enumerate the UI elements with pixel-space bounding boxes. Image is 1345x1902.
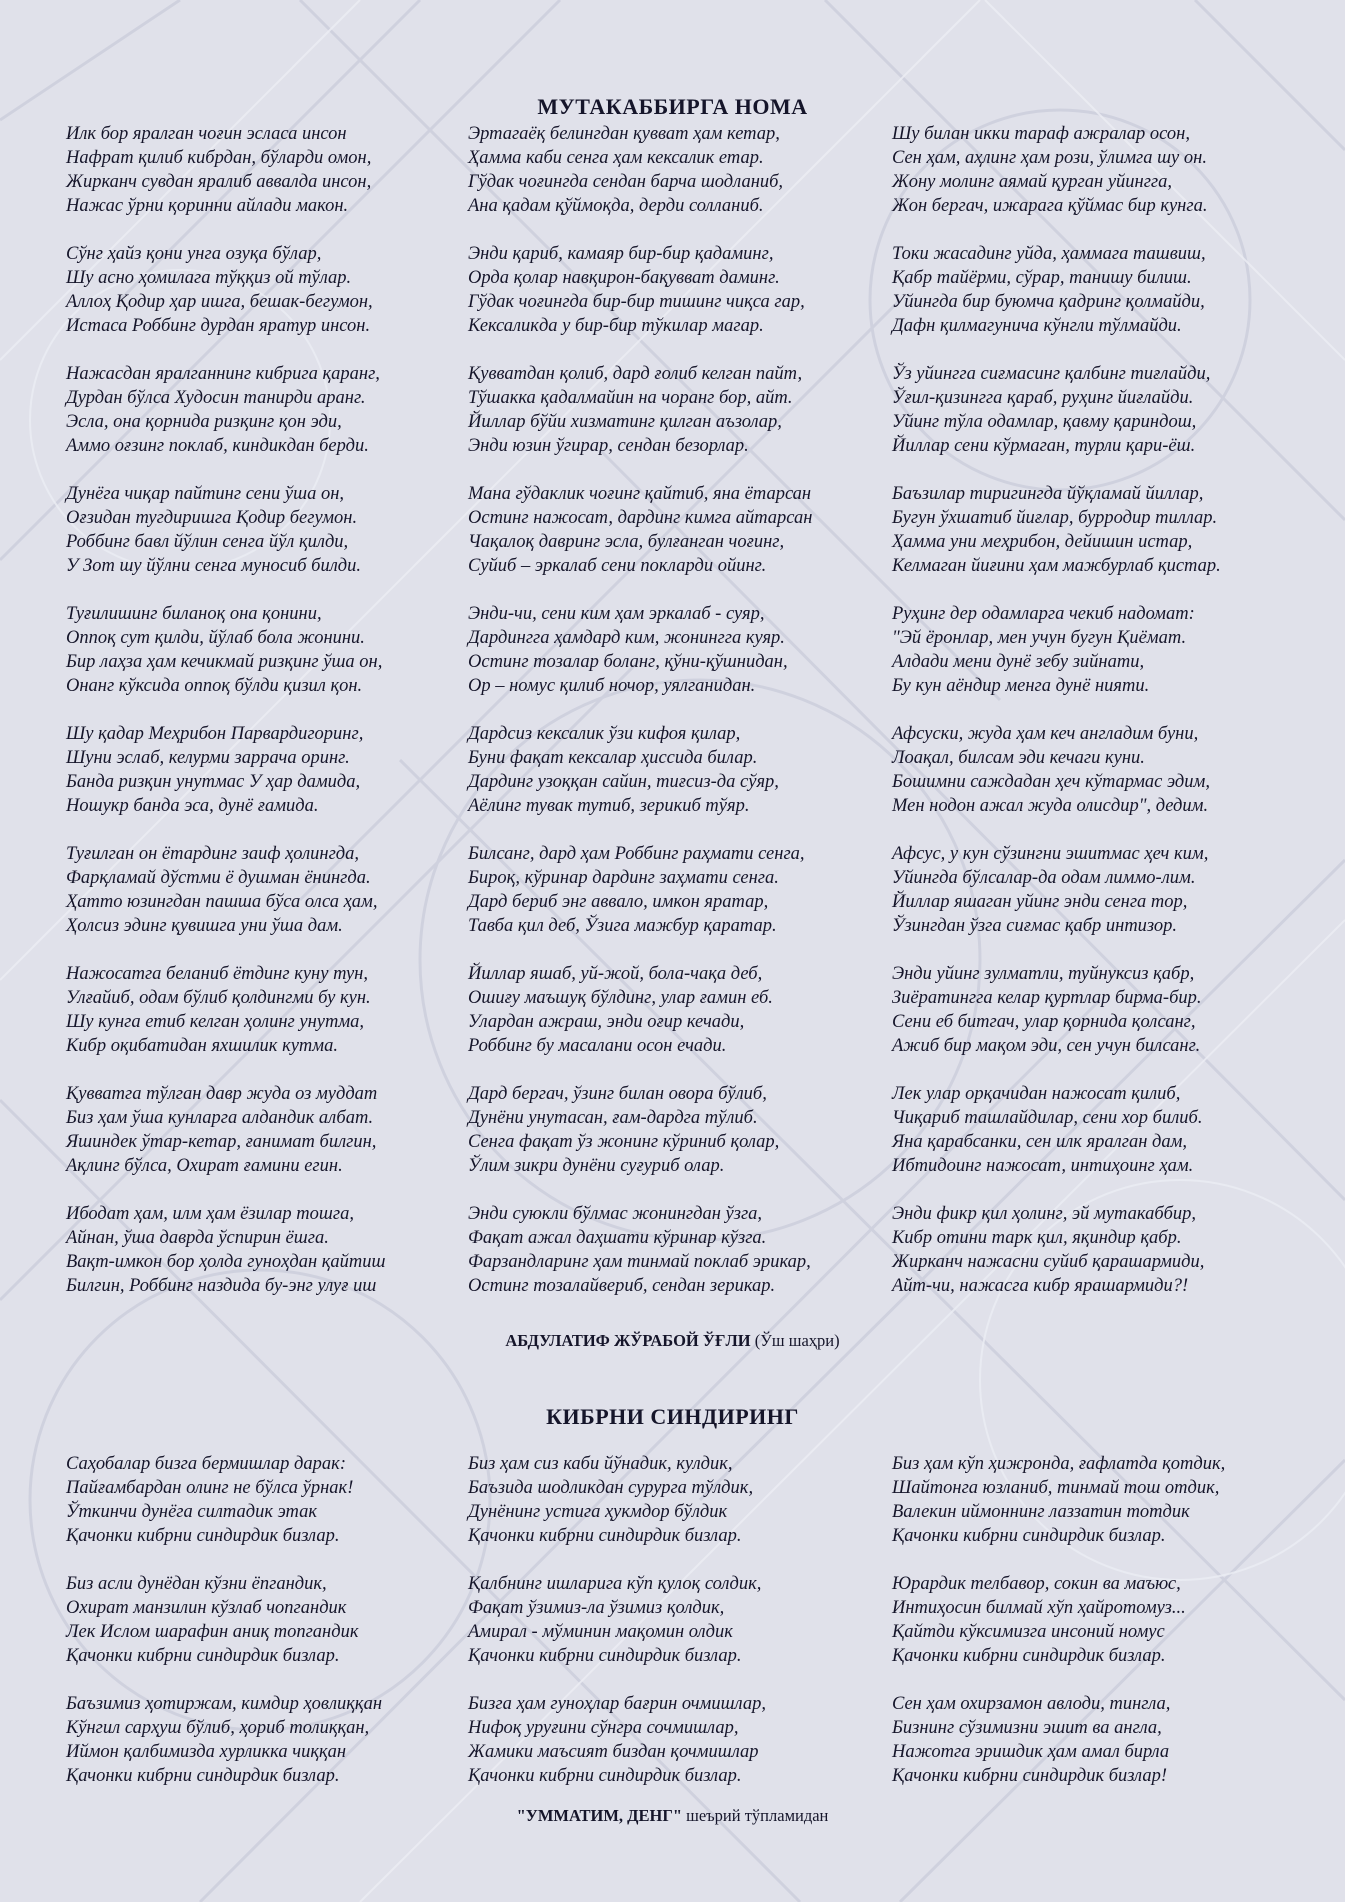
stanza: [892, 1202, 1312, 1298]
poem-line: Қачонки кибрни синдирдик бизлар.: [468, 1766, 742, 1786]
poem-line: Лек Ислом шарафин аниқ топгандик: [66, 1622, 359, 1642]
poem-line: Қачонки кибрни синдирдик бизлар.: [66, 1526, 340, 1546]
stanza: [66, 1692, 468, 1788]
poem-line: Қувватга тўлган давр жуда оз муддат: [66, 1084, 378, 1104]
stanza: [892, 722, 1312, 818]
stanza: [892, 842, 1312, 938]
poem-line: Нажасдан яралганнинг кибрига қаранг,: [66, 364, 380, 384]
poem-line: Онанг кўксида оппоқ бўлди қизил қон.: [66, 676, 363, 696]
poem-line: Амирал - мўминин мақомин олдик: [468, 1622, 733, 1642]
poem-line: Фақат ажал даҳшати кўринар кўзга.: [468, 1228, 767, 1248]
poem-line: Остинг нажосат, дардинг кимга айтарсан: [468, 508, 813, 528]
poem-line: Оппоқ сут қилди, йўлаб бола жонини.: [66, 628, 365, 648]
poem-line: Айт-чи, нажасга кибр ярашармиди?!: [892, 1276, 1189, 1296]
stanza: [66, 242, 468, 338]
poem-line: Пайғамбардан олинг не бўлса ўрнак!: [66, 1478, 354, 1498]
poem-line: Гўдак чоғингда сендан барча шодланиб,: [468, 172, 784, 192]
stanza: [468, 242, 892, 338]
stanza: [66, 842, 468, 938]
poem-line: Жон бергач, ижарага қўймас бир кунга.: [892, 196, 1208, 216]
poem-line: Ҳатто юзингдан пашша бўса олса ҳам,: [66, 892, 378, 912]
stanza: [892, 962, 1312, 1058]
poem-line: Йиллар яшаган уйинг энди сенга тор,: [892, 892, 1188, 912]
stanza: [468, 1082, 892, 1178]
stanza: [892, 482, 1312, 578]
poem-line: Ақлинг бўлса, Охират ғамини егин.: [66, 1156, 343, 1176]
stanza: [892, 122, 1312, 218]
poem-line: Қачонки кибрни синдирдик бизлар.: [892, 1646, 1166, 1666]
poem-line: Эсла, она қорнида ризқинг қон эди,: [66, 412, 342, 432]
poem-line: Йиллар яшаб, уй-жой, бола-чақа деб,: [468, 964, 763, 984]
poem-line: Тўшакка қадалмайин на чоранг бор, айт.: [468, 388, 793, 408]
poem-line: Баъзида шодликдан сурурга тўлдик,: [468, 1478, 754, 1498]
poem-line: Дардинг узоққан сайин, тиғсиз-да сўяр,: [468, 772, 779, 792]
poem-line: Ўткинчи дунёга силтадик этак: [66, 1502, 318, 1522]
poem-line: Кибр отини тарк қил, яқиндир қабр.: [892, 1228, 1182, 1248]
poem-line: Қабр тайёрми, сўрар, танишу билиш.: [892, 268, 1192, 288]
poem-line: Чақалоқ давринг эсла, булғанган чоғинг,: [468, 532, 785, 552]
poem-line: Илк бор яралган чоғин эсласа инсон: [66, 124, 347, 144]
poem-line: Буни фақат кексалар ҳиссида билар.: [468, 748, 758, 768]
poem-line: Бошимни саждадан ҳеч кўтармас эдим,: [892, 772, 1210, 792]
poem-line: Баъзимиз ҳотиржам, кимдир ҳовлиққан: [66, 1694, 382, 1714]
poem-line: Йиллар бўйи хизматинг қилган аъзолар,: [468, 412, 782, 432]
poem-line: Гўдак чоғингда бир-бир тишинг чиқса гар,: [468, 292, 805, 312]
poem-line: Ҳамма каби сенга ҳам кексалик етар.: [468, 148, 764, 168]
poem-line: Фарзандларинг ҳам тинмай поклаб эрикар,: [468, 1252, 811, 1272]
poem-line: Руҳинг дер одамларга чекиб надомат:: [892, 604, 1195, 624]
poem-line: Бугун ўхшатиб йиғлар, бурродир тиллар.: [892, 508, 1218, 528]
poem-line: Нажас ўрни қоринни айлади макон.: [66, 196, 349, 216]
poem-line: Ибтидоинг нажосат, интиҳоинг ҳам.: [892, 1156, 1194, 1176]
poem-line: Ажиб бир мақом эди, сен учун билсанг.: [892, 1036, 1201, 1056]
poem-line: Кексаликда у бир-бир тўкилар магар.: [468, 316, 764, 336]
poem-line: Бироқ, кўринар дардинг заҳмати сенга.: [468, 868, 779, 888]
poem-line: Аммо оғзинг поклаб, киндикдан берди.: [66, 436, 369, 456]
poem-line: Жону молинг аямай қурган уйингга,: [892, 172, 1173, 192]
poem-line: Чиқариб ташлайдилар, сени хор билиб.: [892, 1108, 1203, 1128]
poem-line: Сени еб битгач, улар қорнида қолсанг,: [892, 1012, 1196, 1032]
poem-line: Дунёга чиқар пайтинг сени ўша он,: [66, 484, 345, 504]
poem-line: Кўнгил сарҳуш бўлиб, ҳориб толиққан,: [66, 1718, 370, 1738]
stanza: [892, 1692, 1312, 1788]
stanza: [892, 1572, 1312, 1668]
stanza: [892, 1082, 1312, 1178]
poem-line: Сенга фақат ўз жонинг кўриниб қолар,: [468, 1132, 780, 1152]
poem-line: Роббинг бавл йўлин сенга йўл қилди,: [66, 532, 349, 552]
poem-line: Дард бергач, ўзинг билан овора бўлиб,: [468, 1084, 767, 1104]
poem-line: Дунёни унутасан, ғам-дардга тўлиб.: [468, 1108, 758, 1128]
poem-line: Энди юзин ўгирар, сендан безорлар.: [468, 436, 749, 456]
stanza: [66, 962, 468, 1058]
poem-line: Жирканч нажасни суйиб қарашармиди,: [892, 1252, 1205, 1272]
stanza: [66, 722, 468, 818]
poem-line: Ўлим зикри дунёни суғуриб олар.: [468, 1156, 725, 1176]
poem-line: Билсанг, дард ҳам Роббинг раҳмати сенга,: [468, 844, 805, 864]
poem2-source: [0, 1806, 1345, 1826]
poem1-column-1: [66, 122, 468, 1322]
poem-line: Алдади мени дунё зебу зийнати,: [892, 652, 1145, 672]
poem-line: Биз ҳам ўша кунларга алдандик албат.: [66, 1108, 374, 1128]
poem-line: Афсус, у кун сўзингни эшитмас ҳеч ким,: [892, 844, 1209, 864]
poem-line: Сен ҳам, аҳлинг ҳам рози, ўлимга шу он.: [892, 148, 1207, 168]
poem-line: Дунёнинг устига ҳукмдор бўлдик: [468, 1502, 728, 1522]
poem-line: Ошиғу маъшуқ бўлдинг, улар ғамин еб.: [468, 988, 773, 1008]
poem-line: Шайтонга юзланиб, тинмай тош отдик,: [892, 1478, 1220, 1498]
poem-line: Сўнг ҳайз қони унга озуқа бўлар,: [66, 244, 322, 264]
poem-line: Энди суюкли бўлмас жонингдан ўзга,: [468, 1204, 763, 1224]
poem-line: Остинг тозалайвериб, сендан зерикар.: [468, 1276, 776, 1296]
poem-line: Нафрат қилиб кибрдан, бўларди омон,: [66, 148, 372, 168]
stanza: [468, 122, 892, 218]
stanza: [66, 1572, 468, 1668]
stanza: [468, 842, 892, 938]
poem-line: Уйинг тўла одамлар, қавму қариндош,: [892, 412, 1197, 432]
poem-line: Юрардик телбавор, сокин ва маъюс,: [892, 1574, 1181, 1594]
poem-line: Мен нодон ажал жуда олисдир", дедим.: [892, 796, 1209, 816]
poem-line: Айнан, ўша даврда ўспирин ёшга.: [66, 1228, 329, 1248]
poem-line: Дафн қилмагунича кўнгли тўлмайди.: [892, 316, 1182, 336]
poem-line: Ўз уйингга сиғмасинг қалбинг тиғлайди,: [892, 364, 1211, 384]
poem-line: Ҳамма уни меҳрибон, дейишин истар,: [892, 532, 1193, 552]
poem2-column-1: [66, 1452, 468, 1812]
poem-line: Лек улар орқачидан нажосат қилиб,: [892, 1084, 1181, 1104]
poem-line: Зиёратингга келар қуртлар бирма-бир.: [892, 988, 1202, 1008]
poem-line: Энди фикр қил ҳолинг, эй мутакаббир,: [892, 1204, 1197, 1224]
poem-line: Суйиб – эркалаб сени покларди ойинг.: [468, 556, 767, 576]
poem2-columns: [66, 1452, 1312, 1812]
poem-line: Баъзилар тиригингда йўқламай йиллар,: [892, 484, 1204, 504]
poem-line: Остинг тозалар боланг, қўни-қўшнидан,: [468, 652, 788, 672]
poem-line: Лоақал, билсам эди кечаги куни.: [892, 748, 1145, 768]
stanza: [468, 362, 892, 458]
poem-line: Орда қолар навқирон-бақувват даминг.: [468, 268, 780, 288]
poem-line: Эртагаёқ белингдан қувват ҳам кетар,: [468, 124, 780, 144]
poem-line: Бизга ҳам гуноҳлар бағрин очмишлар,: [468, 1694, 766, 1714]
poem-line: Қувватдан қолиб, дард ғолиб келган пайт,: [468, 364, 803, 384]
poem-line: Бир лаҳза ҳам кечикмай ризқинг ўша он,: [66, 652, 383, 672]
stanza: [468, 1572, 892, 1668]
poem-line: Фақат ўзимиз-ла ўзимиз қолдик,: [468, 1598, 725, 1618]
poem1-columns: [66, 122, 1312, 1322]
source-name: "УММАТИМ, ДЕНГ": [516, 1806, 682, 1825]
stanza: [66, 1082, 468, 1178]
stanza: [892, 242, 1312, 338]
poem-line: Ношукр банда эса, дунё ғамида.: [66, 796, 319, 816]
author-place: (Ўш шаҳри): [754, 1331, 840, 1350]
stanza: [66, 1202, 468, 1298]
poem2-column-3: [892, 1452, 1312, 1812]
stanza: [66, 1452, 468, 1548]
poem-line: Билгин, Роббинг наздида бу-энг улуғ иш: [66, 1276, 377, 1296]
poem-line: Жирканч сувдан яралиб аввалда инсон,: [66, 172, 372, 192]
stanza: [892, 602, 1312, 698]
poem-line: Аллоҳ Қодир ҳар ишга, бешак-бегумон,: [66, 292, 373, 312]
poem-line: Қачонки кибрни синдирдик бизлар.: [66, 1646, 340, 1666]
poem1-column-3: [892, 122, 1312, 1322]
stanza: [66, 122, 468, 218]
poem-line: Дардингга ҳамдард ким, жонингга куяр.: [468, 628, 785, 648]
poem-line: Қайтди кўксимизга инсоний номус: [892, 1622, 1165, 1642]
poem-line: Валекин иймоннинг лаззатин тотдик: [892, 1502, 1190, 1522]
source-suffix: шеърий тўпламидан: [686, 1806, 829, 1825]
poem-line: Келмаган йиғини ҳам мажбурлаб қистар.: [892, 556, 1221, 576]
poem-line: Афсуски, жуда ҳам кеч англадим буни,: [892, 724, 1199, 744]
poem-line: Бу кун аёндир менга дунё нияти.: [892, 676, 1150, 696]
poem-line: Тавба қил деб, Ўзига мажбур қаратар.: [468, 916, 777, 936]
stanza: [66, 362, 468, 458]
poem1-column-2: [468, 122, 892, 1322]
poem-line: Ўғил-қизингга қараб, руҳинг йиғлайди.: [892, 388, 1194, 408]
poem-line: Биз ҳам кўп ҳижронда, ғафлатда қотдик,: [892, 1454, 1226, 1474]
poem-line: Бизнинг сўзимизни эшит ва англа,: [892, 1718, 1162, 1738]
poem-line: Қалбнинг ишларига кўп қулоқ солдик,: [468, 1574, 762, 1594]
poem-line: Нажотга эришдик ҳам амал бирла: [892, 1742, 1170, 1762]
poem-line: Охират манзилин кўзлаб чопгандик: [66, 1598, 347, 1618]
poem-line: Қачонки кибрни синдирдик бизлар.: [468, 1646, 742, 1666]
stanza: [468, 1202, 892, 1298]
poem-line: Уйингда бир буюмча қадринг қолмайди,: [892, 292, 1205, 312]
poem-line: Йиллар сени кўрмаган, турли қари-ёш.: [892, 436, 1196, 456]
stanza: [66, 482, 468, 578]
poem-line: Истаса Роббинг дурдан яратур инсон.: [66, 316, 371, 336]
stanza: [468, 722, 892, 818]
poem-line: Сен ҳам охирзамон авлоди, тингла,: [892, 1694, 1171, 1714]
poem-line: Шу қадар Меҳрибон Парвардигоринг,: [66, 724, 364, 744]
poem-line: Улғайиб, одам бўлиб қолдингми бу кун.: [66, 988, 371, 1008]
poem-line: Уйингда бўлсалар-да одам лиммо-лим.: [892, 868, 1196, 888]
poem-line: Қачонки кибрни синдирдик бизлар.: [892, 1526, 1166, 1546]
poem-line: Яшиндек ўтар-кетар, ғанимат билгин,: [66, 1132, 377, 1152]
poem-line: Мана гўдаклик чоғинг қайтиб, яна ётарсан: [468, 484, 812, 504]
poem-line: Фарқламай дўстми ё душман ёнингда.: [66, 868, 371, 888]
poem-line: Туғилишинг биланоқ она қонини,: [66, 604, 322, 624]
poem-line: Иймон қалбимизда хурликка чиққан: [66, 1742, 347, 1762]
poem-line: Оғзидан тугдиришга Қодир бегумон.: [66, 508, 358, 528]
poem-line: Энди-чи, сени ким ҳам эркалаб - суяр,: [468, 604, 765, 624]
poem2-column-2: [468, 1452, 892, 1812]
poem-line: "Эй ёронлар, мен учун бугун Қиёмат.: [892, 628, 1187, 648]
stanza: [468, 602, 892, 698]
poem-line: Интиҳосин билмай хўп ҳайротомуз...: [892, 1598, 1186, 1618]
stanza: [468, 962, 892, 1058]
poem-line: Яна қарабсанки, сен илк яралган дам,: [892, 1132, 1188, 1152]
poem-line: Ана қадам қўймоқда, дерди солланиб.: [468, 196, 764, 216]
poem-line: У Зот шу йўлни сенга муносиб билди.: [66, 556, 361, 576]
poem-line: Вақт-имкон бор ҳолда гуноҳдан қайтиш: [66, 1252, 386, 1272]
poem-line: Туғилган он ётардинг заиф ҳолингда,: [66, 844, 360, 864]
poem-line: Қачонки кибрни синдирдик бизлар!: [892, 1766, 1167, 1786]
poem-line: Нифоқ уруғини сўнгра сочмишлар,: [468, 1718, 739, 1738]
stanza: [66, 602, 468, 698]
poem-line: Шу асно ҳомилага тўққиз ой тўлар.: [66, 268, 352, 288]
stanza: [468, 482, 892, 578]
stanza: [468, 1692, 892, 1788]
stanza: [892, 362, 1312, 458]
stanza: [892, 1452, 1312, 1548]
poem-line: Ор – номус қилиб ночор, уялганидан.: [468, 676, 756, 696]
poem-line: Саҳобалар бизга бермишлар дарак:: [66, 1454, 346, 1474]
poem-line: Биз асли дунёдан кўзни ёпгандик,: [66, 1574, 327, 1594]
poem-line: Роббинг бу масалани осон ечади.: [468, 1036, 727, 1056]
poem-line: Қачонки кибрни синдирдик бизлар.: [468, 1526, 742, 1546]
author-name: АБДУЛАТИФ ЖЎРАБОЙ ЎҒЛИ: [505, 1331, 751, 1350]
poem-line: Ўзингдан ўзга сиғмас қабр интизор.: [892, 916, 1178, 936]
poem-line: Банда ризқин унутмас У ҳар дамида,: [66, 772, 361, 792]
poem-line: Дурдан бўлса Худосин танирди аранг.: [66, 388, 366, 408]
poem-line: Жамики маъсият биздан қочмишлар: [468, 1742, 759, 1762]
poem-title-mutakabbirga-noma: МУТАКАББИРГА НОМА: [537, 94, 808, 119]
poem-line: Ҳолсиз эдинг қувишга уни ўша дам.: [66, 916, 343, 936]
poem-line: Токи жасадинг уйда, ҳаммага ташвиш,: [892, 244, 1206, 264]
poem1-author: [0, 1331, 1345, 1351]
poem-line: Шуни эслаб, келурми заррача оринг.: [66, 748, 350, 768]
poem-line: Энди қариб, камаяр бир-бир қадаминг,: [468, 244, 774, 264]
poem-line: Нажосатга беланиб ётдинг куну тун,: [66, 964, 368, 984]
poem-line: Қачонки кибрни синдирдик бизлар.: [66, 1766, 340, 1786]
poem-line: Улардан ажраш, энди оғир кечади,: [468, 1012, 745, 1032]
poem-line: Дард бериб энг аввало, имкон яратар,: [468, 892, 769, 912]
poem-line: Биз ҳам сиз каби йўнадик, кулдик,: [468, 1454, 733, 1474]
poem-line: Кибр оқибатидан яхшилик кутма.: [66, 1036, 338, 1056]
stanza: [468, 1452, 892, 1548]
poem-title-kibrni-sindiring: КИБРНИ СИНДИРИНГ: [546, 1404, 799, 1429]
poem-line: Энди уйинг зулматли, туйнуксиз қабр,: [892, 964, 1195, 984]
poem-line: Дардсиз кексалик ўзи кифоя қилар,: [468, 724, 741, 744]
poem-line: Аёлинг тувак тутиб, зерикиб тўяр.: [468, 796, 750, 816]
poem-line: Ибодат ҳам, илм ҳам ёзилар тошга,: [66, 1204, 354, 1224]
poem-line: Шу кунга етиб келган ҳолинг унутма,: [66, 1012, 365, 1032]
poem-line: Шу билан икки тараф ажралар осон,: [892, 124, 1190, 144]
